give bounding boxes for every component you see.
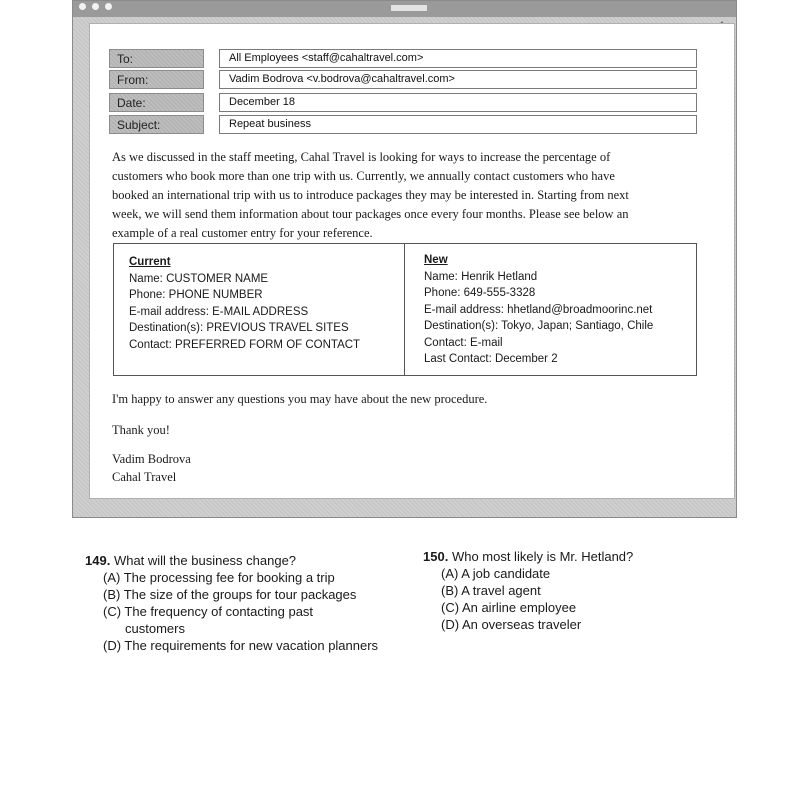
option-d[interactable]: (D) The requirements for new vacation planners <box>103 638 379 653</box>
maximize-dot-icon[interactable] <box>105 3 112 10</box>
entry-line: E-mail address: hhetland@broadmoorinc.net <box>424 303 653 316</box>
date-field[interactable]: December 18 <box>219 93 697 112</box>
body-line: example of a real customer entry for your reference. <box>112 226 373 240</box>
option-b[interactable]: (B) A travel agent <box>441 583 541 598</box>
option-a[interactable]: (A) A job candidate <box>441 566 551 581</box>
signature-company: Cahal Travel <box>112 470 177 484</box>
thanks-line: Thank you! <box>112 423 170 437</box>
question-text: Who most likely is Mr. Hetland? <box>451 549 634 564</box>
entry-line: E-mail address: E-MAIL ADDRESS <box>129 305 309 318</box>
question-number: 149. <box>85 553 111 568</box>
minimize-dot-icon[interactable] <box>92 3 99 10</box>
option-c[interactable]: (C) The frequency of contacting past <box>103 604 314 619</box>
body-line: As we discussed in the staff meeting, Cahal Travel is looking for ways to increase the percentage of <box>112 150 611 164</box>
email-content <box>89 23 735 499</box>
question-150 <box>423 548 723 633</box>
body-line: week, we will send them information about tour packages once every four months. Please see below an <box>112 207 629 221</box>
option-b[interactable]: (B) The size of the groups for tour packages <box>103 587 357 602</box>
current-entry-column <box>129 254 360 353</box>
signature-name: Vadim Bodrova <box>112 452 191 466</box>
window-controls <box>79 3 112 10</box>
option-a[interactable]: (A) The processing fee for booking a trip <box>103 570 335 585</box>
entry-line: Phone: PHONE NUMBER <box>129 289 263 301</box>
window-title-placeholder <box>391 5 427 11</box>
current-heading: Current <box>129 256 171 268</box>
option-c-continued[interactable]: customers <box>125 621 185 636</box>
email-window <box>72 0 737 518</box>
question-text: What will the business change? <box>113 553 297 568</box>
closing-line: I'm happy to answer any questions you may have about the new procedure. <box>112 392 488 406</box>
body-line: booked an international trip with us to introduce packages they may be interested in. Starting from next <box>112 188 629 202</box>
entry-line: Contact: E-mail <box>424 336 503 349</box>
date-label: Date: <box>109 93 204 112</box>
entry-line: Name: Henrik Hetland <box>424 270 538 283</box>
customer-entry-box <box>113 243 697 376</box>
option-d[interactable]: (D) An overseas traveler <box>441 617 582 632</box>
to-label: To: <box>109 49 204 68</box>
email-body <box>112 148 690 243</box>
to-field[interactable]: All Employees <staff@cahaltravel.com> <box>219 49 697 68</box>
question-149 <box>85 552 415 654</box>
new-heading: New <box>424 254 448 266</box>
from-label: From: <box>109 70 204 89</box>
entry-line: Last Contact: December 2 <box>424 353 558 365</box>
entry-line: Phone: 649-555-3328 <box>424 287 536 299</box>
from-field[interactable]: Vadim Bodrova <v.bodrova@cahaltravel.com> <box>219 70 697 89</box>
close-dot-icon[interactable] <box>79 3 86 10</box>
window-titlebar <box>73 1 736 17</box>
new-entry-column <box>424 252 653 368</box>
entry-line: Destination(s): Tokyo, Japan; Santiago, Chile <box>424 320 654 332</box>
body-line: customers who book more than one trip with us. Currently, we annually contact customers who have <box>112 169 615 183</box>
subject-field[interactable]: Repeat business <box>219 115 697 134</box>
option-c[interactable]: (C) An airline employee <box>441 600 577 615</box>
question-number: 150. <box>423 549 449 564</box>
entry-line: Name: CUSTOMER NAME <box>129 272 269 285</box>
entry-line: Contact: PREFERRED FORM OF CONTACT <box>129 338 361 351</box>
subject-label: Subject: <box>109 115 204 134</box>
entry-line: Destination(s): PREVIOUS TRAVEL SITES <box>129 322 349 334</box>
column-divider <box>404 244 405 375</box>
